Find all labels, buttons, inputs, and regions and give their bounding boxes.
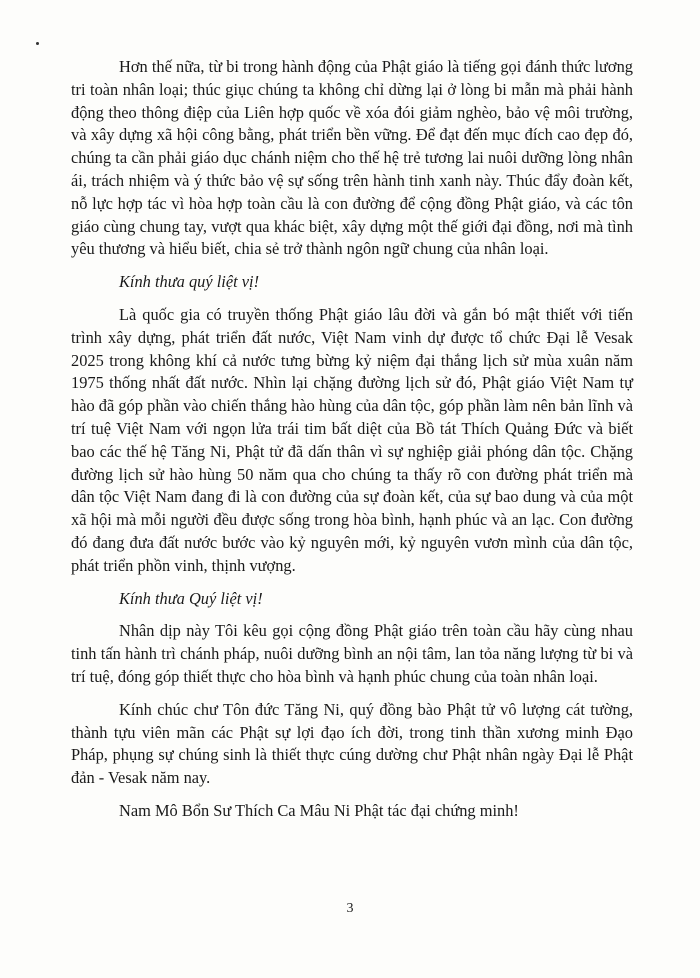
paragraph-call-to-action: Nhân dịp này Tôi kêu gọi cộng đồng Phật giáo trên toàn cầu hãy cùng nhau tinh tấn hành trì chánh pháp, nuôi dưỡng bình an nội tâm, lan tỏa năng lượng từ bi và trí tuệ, đóng góp thiết thực cho hòa bình và hạnh phúc chung của toàn nhân loại. bbox=[71, 621, 633, 686]
salutation-2: Kính thưa Quý liệt vị! bbox=[119, 588, 263, 608]
salutation-1: Kính thưa quý liệt vị! bbox=[119, 272, 260, 292]
paragraph-wishes: Kính chúc chư Tôn đức Tăng Ni, quý đồng bào Phật tử vô lượng cát tường, thành tựu viên mãn các Phật sự lợi đạo ích đời, trong tinh thần xương minh Đạo Pháp, phụng sự chúng sinh là thiết thực cúng dường chư Phật nhân ngày Đại lễ Phật đản - Vesak năm nay. bbox=[71, 699, 633, 788]
document-body bbox=[71, 56, 633, 823]
paragraph-compassion: Hơn thế nữa, từ bi trong hành động của Phật giáo là tiếng gọi đánh thức lương tri toàn nhân loại; thúc giục chúng ta không chỉ dừng lại ở lòng bi mẫn mà phải hành động theo thông điệp của Liên hợp quốc về xóa đói giảm nghèo, bảo vệ môi trường, và xây dựng xã hội công bằng, phát triển bền vững. Để đạt đến mục đích cao đẹp đó, chúng ta cần phải giáo dục chánh niệm cho thế hệ trẻ tương lai nuôi dưỡng lòng nhân ái, trách nhiệm và ý thức bảo vệ sự sống trên hành tinh xanh này. Thúc đẩy đoàn kết, nỗ lực hợp tác vì hòa hợp toàn cầu là con đường để cộng đồng Phật giáo, và các tôn giáo cùng chung tay, vượt qua khác biệt, xây dựng một thế giới đại đồng, nơi mà tình yêu thương và hiểu biết, chia sẻ trở thành ngôn ngữ chung của nhân loại. bbox=[71, 57, 633, 259]
page-number: 3 bbox=[346, 901, 354, 916]
paragraph-vesak-2025: Là quốc gia có truyền thống Phật giáo lâu đời và gắn bó mật thiết với tiến trình xây dựng, phát triển đất nước, Việt Nam vinh dự được tổ chức Đại lễ Vesak 2025 trong không khí cả nước tưng bừng kỷ niệm đại thắng lịch sử mùa xuân năm 1975 thống nhất đất nước. Nhìn lại chặng đường lịch sử đó, Phật giáo Việt Nam tự hào đã góp phần vào chiến thắng hào hùng của dân tộc, góp phần làm nên bản lĩnh và trí tuệ Việt Nam với ngọn lửa trái tim bất diệt của Bồ tát Thích Quảng Đức và biết bao các thế hệ Tăng Ni, Phật tử đã dấn thân vì sự nghiệp giải phóng dân tộc. Chặng đường lịch sử hào hùng 50 năm qua cho chúng ta thấy rõ con đường phát triển mà dân tộc Việt Nam đang đi là con đường của sự đoàn kết, của sự bao dung và của một xã hội mà mỗi người đều được sống trong hòa bình, hạnh phúc và an lạc. Con đường đó đang đưa đất nước bước vào kỷ nguyên mới, kỷ nguyên vươn mình của dân tộc, phát triển phồn vinh, thịnh vượng. bbox=[71, 304, 633, 575]
closing-invocation: Nam Mô Bổn Sư Thích Ca Mâu Ni Phật tác đại chứng minh! bbox=[119, 800, 519, 820]
scan-speck bbox=[36, 42, 39, 45]
